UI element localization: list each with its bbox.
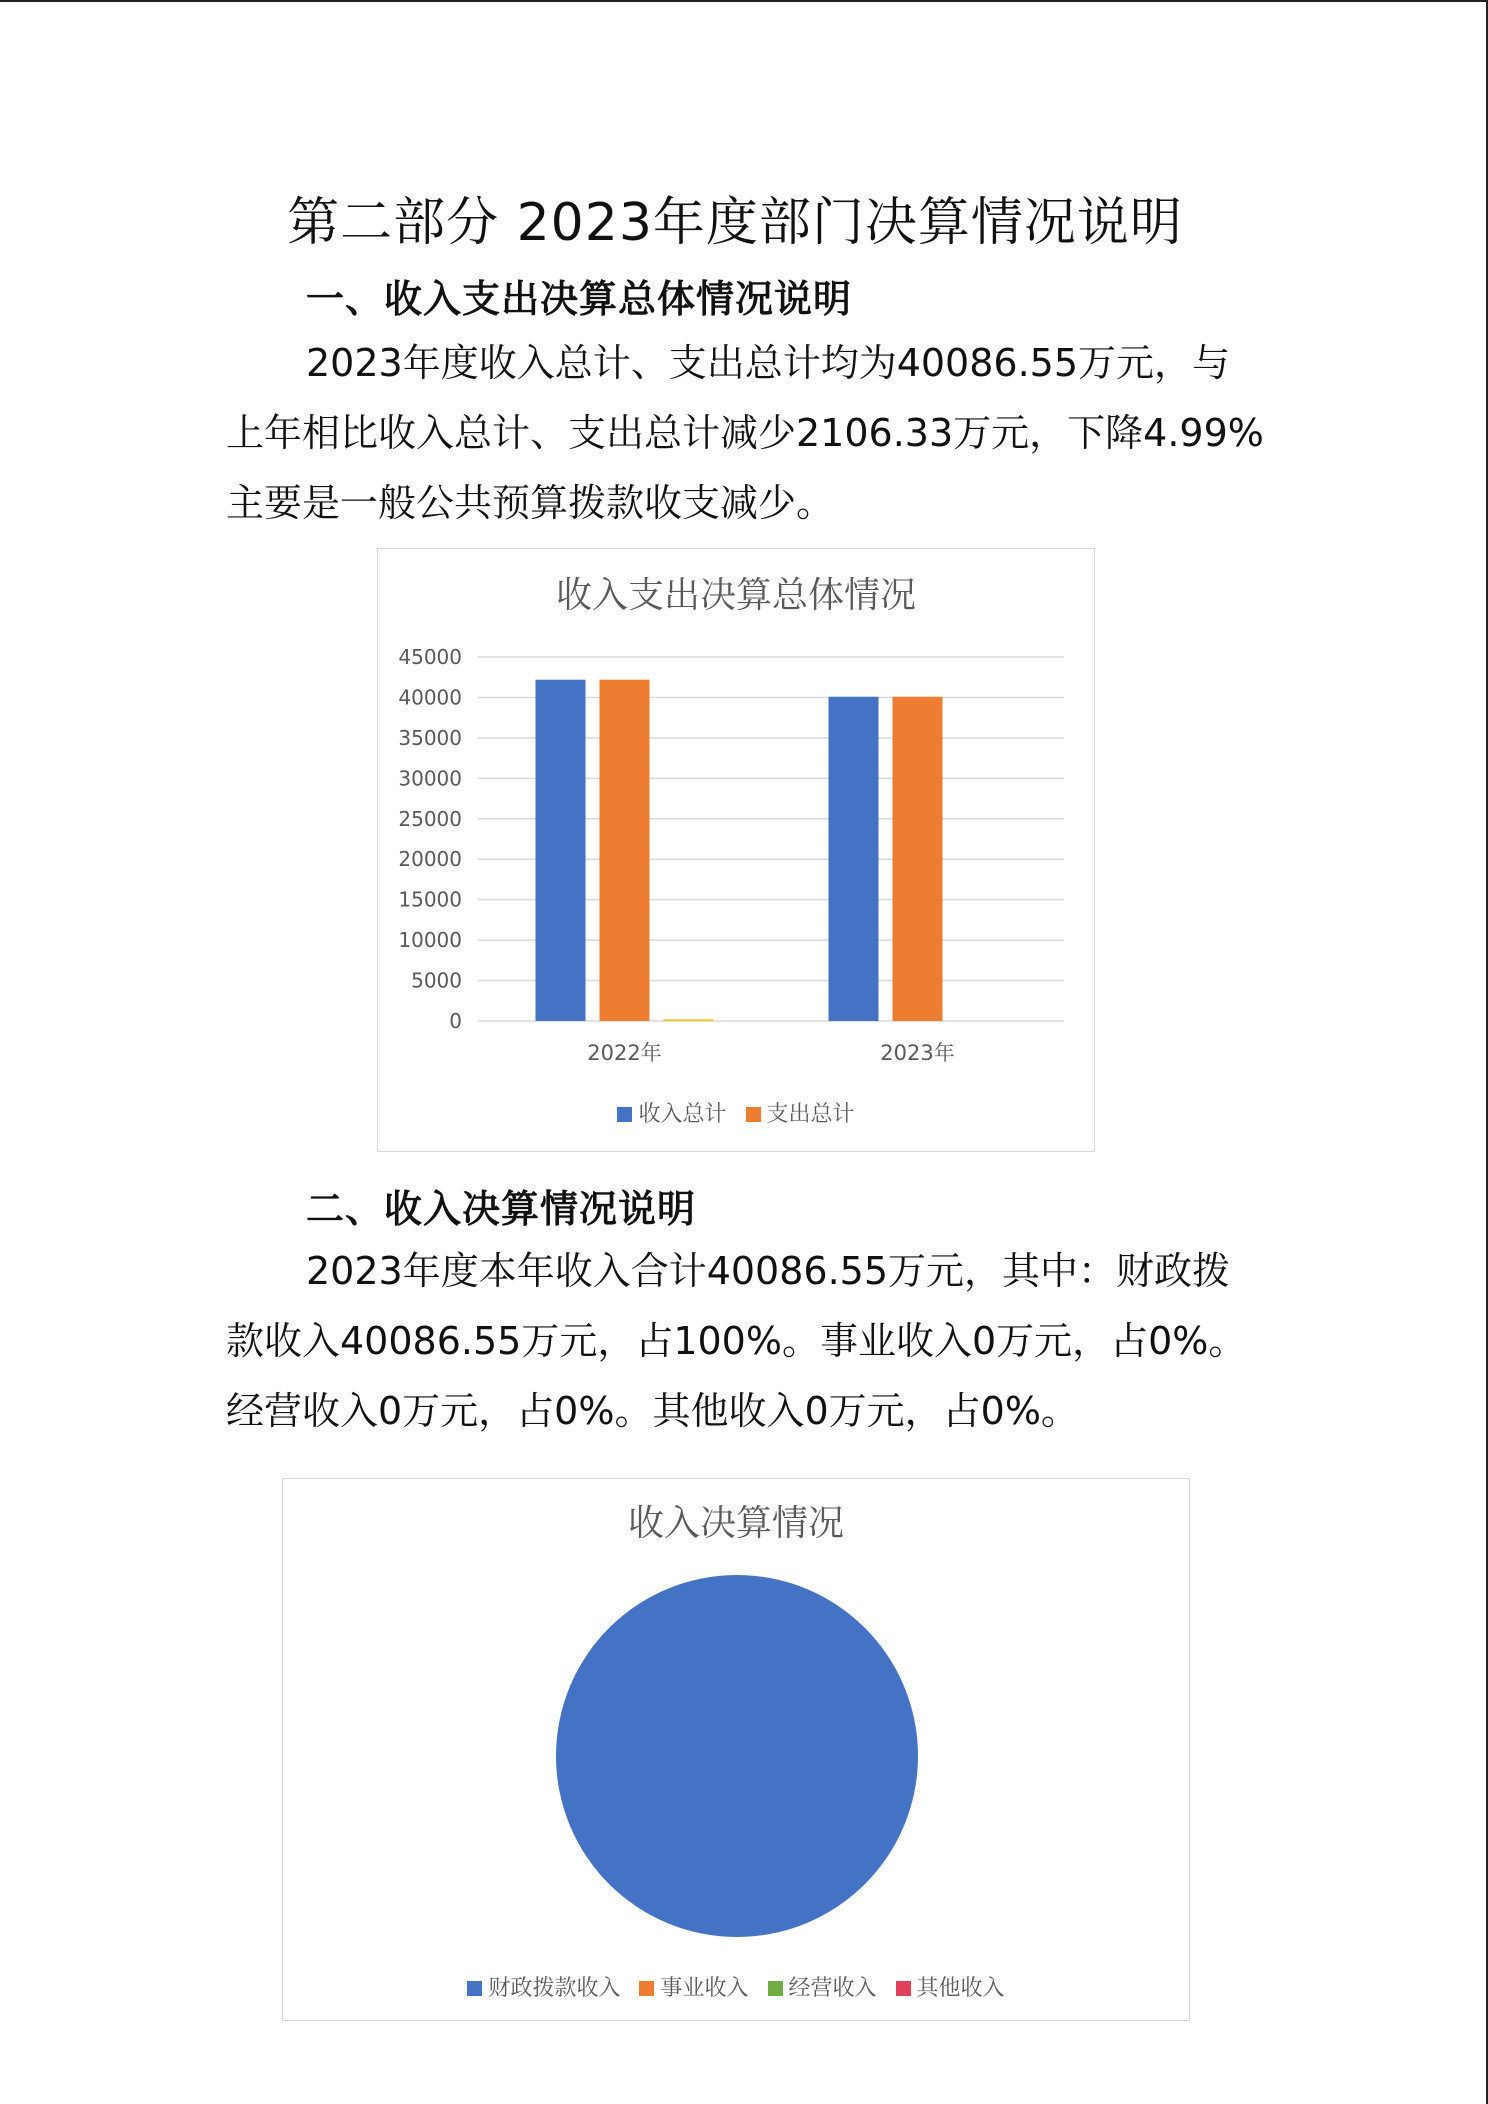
y-tick-label: 35000 — [398, 725, 462, 750]
section-heading-income-expense: 一、收入支出决算总体情况说明 — [306, 277, 853, 321]
y-tick-label: 30000 — [398, 766, 462, 791]
bar-income — [536, 680, 586, 1021]
legend-swatch-other — [896, 1981, 911, 1996]
bar-expense — [600, 680, 650, 1021]
section1-line-1: 2023年度收入总计、支出总计均为40086.55万元，与 — [306, 341, 1231, 385]
legend-label-operating: 经营收入 — [788, 1976, 877, 2001]
bar-chart-plot — [378, 549, 1094, 1151]
document-title: 第二部分 2023年度部门决算情况说明 — [287, 193, 1183, 253]
legend-swatch-business — [639, 1981, 654, 1996]
section2-line-2: 款收入40086.55万元，占100%。事业收入0万元，占0%。 — [226, 1319, 1247, 1363]
legend-label-expense: 支出总计 — [766, 1102, 855, 1127]
bar-chart-legend — [378, 1097, 1094, 1128]
legend-item-fiscal — [467, 1971, 620, 2002]
y-tick-label: 5000 — [411, 968, 462, 993]
pie-slice-1 — [556, 1575, 918, 1937]
pie-chart-title: 收入决算情况 — [627, 1503, 844, 1544]
legend-swatch-fiscal — [467, 1981, 482, 1996]
y-tick-label: 20000 — [398, 847, 462, 872]
x-tick-label: 2022年 — [587, 1041, 662, 1065]
legend-label-fiscal: 财政拨款收入 — [488, 1976, 621, 2001]
y-tick-label: 45000 — [398, 645, 462, 669]
legend-label-other: 其他收入 — [916, 1976, 1005, 2001]
bar-income — [829, 697, 879, 1021]
section1-paragraph — [226, 328, 1266, 538]
legend-item-expense — [746, 1097, 855, 1128]
section2-line-1: 2023年度本年收入合计40086.55万元，其中：财政拨 — [306, 1249, 1231, 1293]
bar-chart-title: 收入支出决算总体情况 — [555, 575, 916, 616]
bar-expense — [893, 697, 943, 1021]
legend-item-operating — [768, 1971, 877, 2002]
y-tick-label: 10000 — [398, 928, 462, 953]
y-tick-label: 15000 — [398, 887, 462, 912]
pie-chart-frame — [282, 1478, 1190, 2021]
bar-extra — [664, 1019, 714, 1021]
section2-line-3: 经营收入0万元，占0%。其他收入0万元，占0%。 — [226, 1389, 1079, 1433]
legend-swatch-expense — [746, 1107, 761, 1122]
x-tick-label: 2023年 — [880, 1041, 955, 1065]
section1-line-3: 主要是一般公共预算拨款收支减少。 — [226, 481, 835, 525]
legend-swatch-income — [617, 1107, 632, 1122]
legend-item-business — [639, 1971, 748, 2002]
section2-paragraph — [226, 1236, 1266, 1446]
legend-item-income — [617, 1097, 726, 1128]
y-tick-label: 40000 — [398, 685, 462, 710]
legend-swatch-operating — [768, 1981, 783, 1996]
pie-chart-plot — [283, 1479, 1189, 2020]
section-heading-income: 二、收入决算情况说明 — [306, 1187, 697, 1231]
y-tick-label: 0 — [449, 1009, 462, 1033]
legend-item-other — [896, 1971, 1005, 2002]
page-top-border — [0, 0, 1488, 2]
section1-line-2: 上年相比收入总计、支出总计减少2106.33万元，下降4.99% — [226, 411, 1264, 455]
bar-chart-frame — [377, 548, 1095, 1152]
legend-label-business: 事业收入 — [660, 1976, 749, 2001]
legend-label-income: 收入总计 — [638, 1102, 727, 1127]
pie-chart-legend — [283, 1971, 1189, 2002]
y-tick-label: 25000 — [398, 806, 462, 831]
